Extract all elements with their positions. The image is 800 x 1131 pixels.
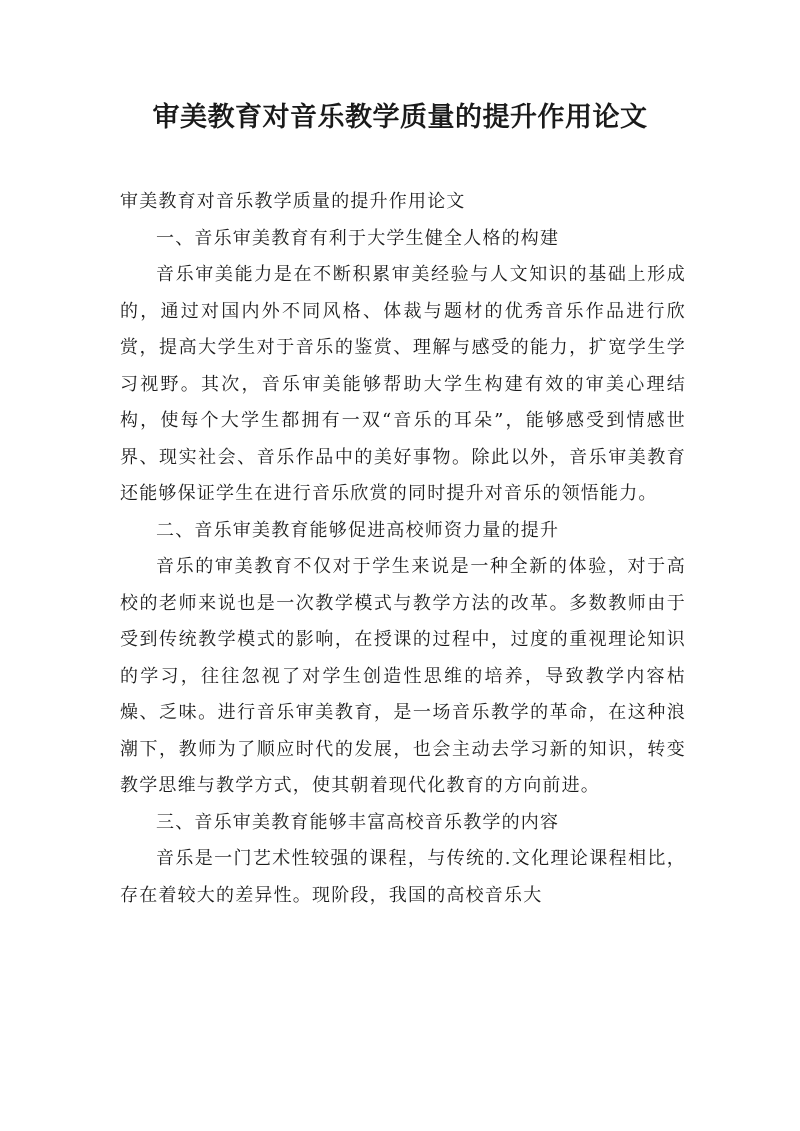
- section-paragraph-1: 音乐审美能力是在不断积累审美经验与人文知识的基础上形成的，通过对国内外不同风格、体裁与题材的优秀音乐作品进行欣赏，提高大学生对于音乐的鉴赏、理解与感受的能力，扩宽学生学习视野。其次，音乐审美能够帮助大学生构建有效的审美心理结构，使每个大学生都拥有一双“音乐的耳朵”，能够感受到情感世界、现实社会、音乐作品中的美好事物。除此以外，音乐审美教育还能够保证学生在进行音乐欣赏的同时提升对音乐的领悟能力。: [120, 264, 686, 504]
- document-subtitle: 审美教育对音乐教学质量的提升作用论文: [120, 191, 466, 212]
- section-paragraph-3: 音乐是一门艺术性较强的课程，与传统的.文化理论课程相比，存在着较大的差异性。现阶段，我国的高校音乐大: [120, 848, 686, 906]
- section-heading-1: 一、音乐审美教育有利于大学生健全人格的构建: [156, 227, 560, 249]
- document-body: [120, 184, 686, 914]
- section-heading-2: 二、音乐审美教育能够促进高校师资力量的提升: [156, 519, 560, 541]
- document-title: 审美教育对音乐教学质量的提升作用论文: [152, 102, 648, 133]
- section-heading-3: 三、音乐审美教育能够丰富高校音乐教学的内容: [156, 811, 560, 833]
- section-paragraph-2: 音乐的审美教育不仅对于学生来说是一种全新的体验，对于高校的老师来说也是一次教学模式与教学方法的改革。多数教师由于受到传统教学模式的影响，在授课的过程中，过度的重视理论知识的学习，往往忽视了对学生创造性思维的培养，导致教学内容枯燥、乏味。进行音乐审美教育，是一场音乐教学的革命，在这种浪潮下，教师为了顺应时代的发展，也会主动去学习新的知识，转变教学思维与教学方式，使其朝着现代化教育的方向前进。: [120, 556, 686, 796]
